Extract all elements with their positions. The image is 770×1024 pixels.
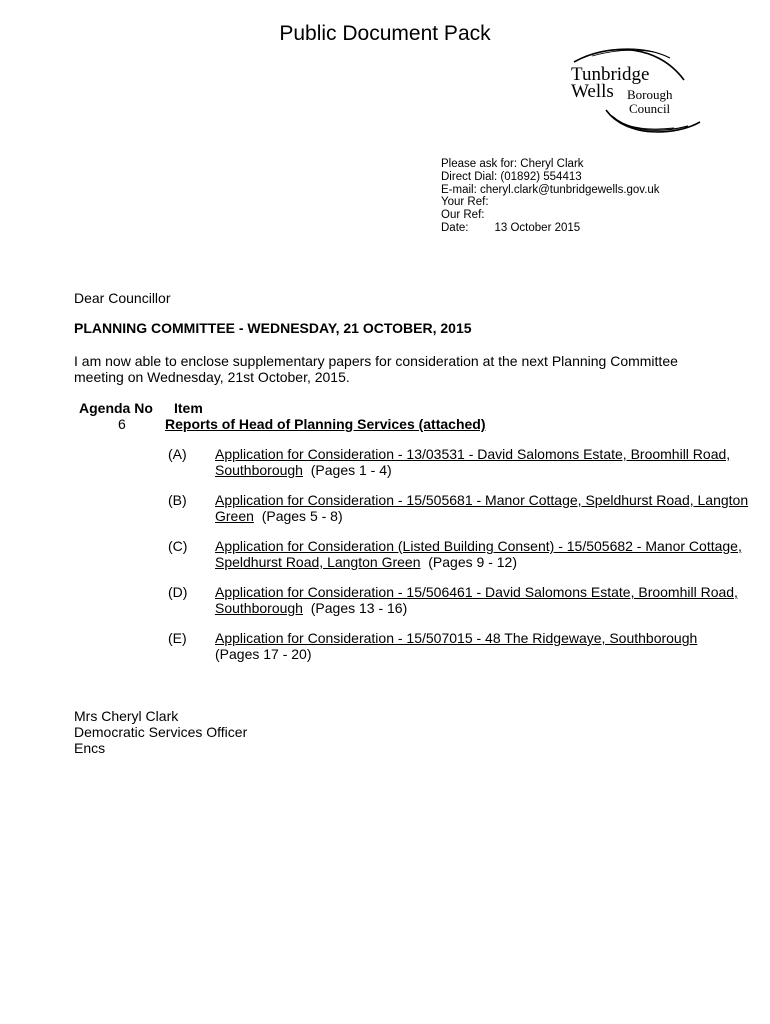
agenda-item-title[interactable]: Reports of Head of Planning Services (attached) bbox=[165, 416, 486, 432]
email: E-mail: cheryl.clark@tunbridgewells.gov.uk bbox=[441, 183, 660, 196]
page-title: Public Document Pack bbox=[279, 22, 491, 45]
subitem-link[interactable]: Application for Consideration - 15/507015 - 48 The Ridgewaye, Southborough bbox=[215, 630, 698, 646]
date-row bbox=[441, 222, 660, 235]
subitem-link[interactable]: Application for Consideration - 13/03531 - David Salomons Estate, Broomhill Road, Southborough bbox=[215, 446, 731, 478]
subitem-letter: (B) bbox=[168, 492, 187, 508]
subitem-pages: (Pages 13 - 16) bbox=[310, 600, 408, 616]
subitem-link[interactable]: Application for Consideration - 15/505681 - Manor Cottage, Speldhurst Road, Langton Green bbox=[215, 492, 749, 524]
signature-block bbox=[74, 708, 247, 756]
logo-text-wells: Wells bbox=[571, 81, 614, 102]
date-value: 13 October 2015 bbox=[494, 221, 581, 234]
subitem-pages: (Pages 9 - 12) bbox=[428, 554, 517, 570]
subitem-link[interactable]: Application for Consideration (Listed Building Consent) - 15/505682 - Manor Cottage, Speldhurst Road, Langton Green bbox=[215, 538, 742, 570]
subitem-letter: (E) bbox=[168, 630, 187, 646]
ask-for: Please ask for: Cheryl Clark bbox=[441, 158, 584, 170]
subitem-letter: (D) bbox=[168, 584, 188, 600]
logo-text-borough: Borough bbox=[627, 87, 673, 102]
signatory-role: Democratic Services Officer bbox=[74, 724, 248, 740]
your-ref: Your Ref: bbox=[441, 196, 489, 209]
date-label: Date: bbox=[441, 221, 469, 234]
subitem-pages: (Pages 17 - 20) bbox=[215, 646, 312, 662]
logo-text-tunbridge: Tunbridge bbox=[571, 64, 650, 85]
subitem-link[interactable]: Application for Consideration - 15/506461 - David Salomons Estate, Broomhill Road, Southborough bbox=[215, 584, 738, 616]
subitem-letter: (C) bbox=[168, 538, 188, 554]
item-header: Item bbox=[174, 400, 203, 416]
agenda-number: 6 bbox=[118, 416, 126, 432]
subject-line: PLANNING COMMITTEE - WEDNESDAY, 21 OCTOBER, 2015 bbox=[74, 320, 472, 336]
direct-dial: Direct Dial: (01892) 554413 bbox=[441, 170, 582, 183]
subitem-pages: (Pages 1 - 4) bbox=[310, 462, 392, 478]
subitem-letter: (A) bbox=[168, 446, 187, 462]
contact-block bbox=[441, 158, 660, 235]
logo-text-council: Council bbox=[629, 101, 671, 116]
enclosures: Encs bbox=[74, 740, 106, 756]
our-ref: Our Ref: bbox=[441, 209, 485, 222]
intro-paragraph: I am now able to enclose supplementary papers for consideration at the next Planning Committee meeting on Wednesday, 21st October, 2015. bbox=[74, 353, 678, 385]
salutation: Dear Councillor bbox=[74, 290, 171, 306]
signatory-name: Mrs Cheryl Clark bbox=[74, 708, 179, 724]
agenda-no-header: Agenda No bbox=[79, 400, 153, 416]
subitem-pages: (Pages 5 - 8) bbox=[261, 508, 343, 524]
